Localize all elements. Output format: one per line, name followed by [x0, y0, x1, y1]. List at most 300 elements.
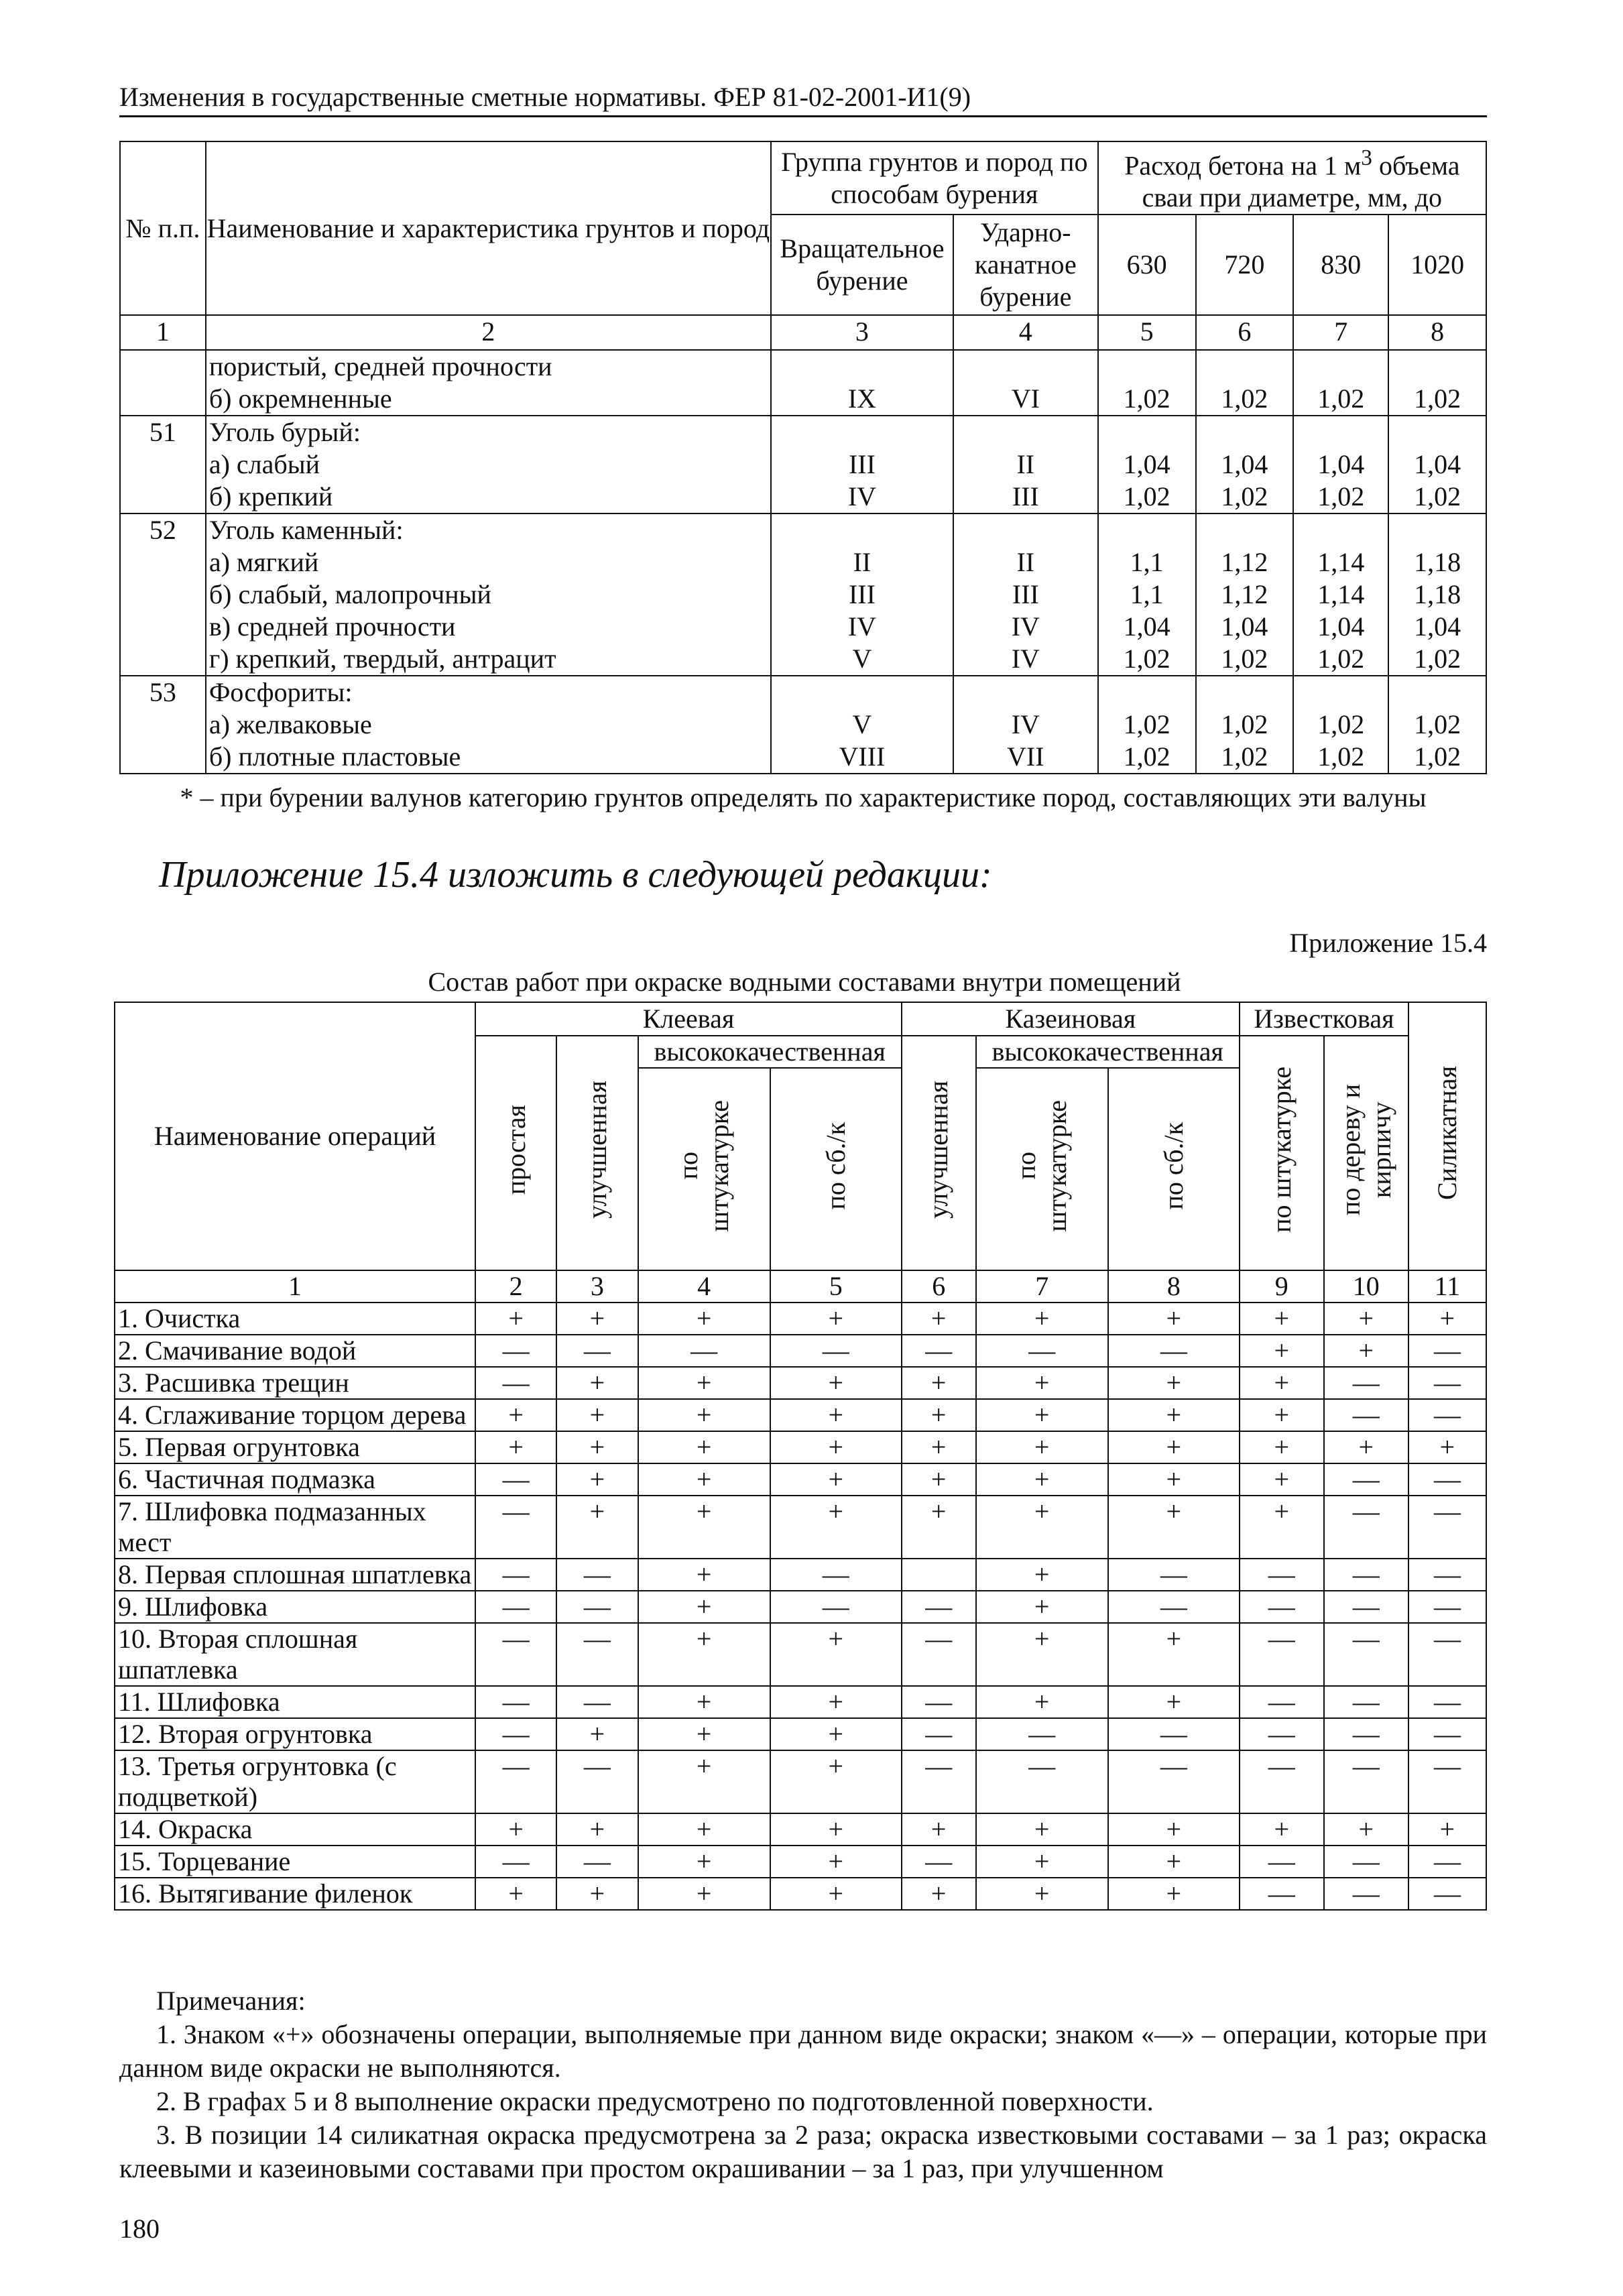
soil-name-line: Уголь каменный:	[208, 515, 404, 546]
operation-mark: +	[902, 1496, 976, 1559]
casein-plaster-line-2: штукатурке	[1042, 1099, 1073, 1232]
percussion-cell	[953, 676, 1098, 774]
operation-name: 12. Вторая огрунтовка	[115, 1718, 475, 1750]
lime-wood-label	[1335, 1084, 1397, 1215]
notes-title: Примечания:	[156, 1986, 306, 2016]
operation-mark: —	[1324, 1591, 1408, 1623]
operation-mark: +	[770, 1496, 902, 1559]
operation-mark: +	[770, 1399, 902, 1431]
operation-mark: +	[638, 1431, 770, 1463]
operation-mark: +	[1108, 1623, 1240, 1686]
column-number: 8	[1108, 1270, 1240, 1303]
operation-mark: +	[770, 1750, 902, 1813]
d630-value: 1,1	[1130, 579, 1164, 610]
d720-cell	[1196, 416, 1294, 513]
column-number: 10	[1324, 1270, 1408, 1303]
operation-mark: +	[976, 1623, 1108, 1686]
soil-name-line: а) желваковые	[208, 709, 372, 740]
soil-name-line: а) слабый	[208, 449, 320, 480]
operation-mark: +	[1108, 1813, 1240, 1846]
operation-mark: —	[475, 1559, 556, 1591]
operation-mark: —	[1408, 1686, 1486, 1718]
operation-mark: +	[770, 1367, 902, 1399]
column-number-row	[120, 315, 1486, 350]
rotary-cell	[771, 416, 953, 513]
col-header-silicate	[1408, 1002, 1486, 1270]
column-number: 7	[1293, 315, 1388, 350]
percussion-value: III	[1012, 481, 1039, 512]
d830-cell	[1293, 416, 1388, 513]
col-header-casein: Казеиновая	[902, 1002, 1240, 1036]
operation-mark: +	[1324, 1303, 1408, 1335]
d630-value	[1099, 514, 1195, 546]
col-header-operation: Наименование операций	[115, 1002, 475, 1270]
operation-mark	[902, 1559, 976, 1591]
lime-plaster-label: по штукатурке	[1266, 1067, 1297, 1233]
soil-group-row	[120, 416, 1486, 513]
operation-mark: —	[1108, 1750, 1240, 1813]
operation-mark: +	[556, 1303, 638, 1335]
annex-label: Приложение 15.4	[1289, 928, 1487, 958]
operation-mark: —	[556, 1750, 638, 1813]
operation-mark: —	[1324, 1878, 1408, 1910]
operation-mark: —	[475, 1335, 556, 1367]
col-header-lime-plaster	[1240, 1036, 1324, 1270]
operation-row	[115, 1686, 1486, 1718]
d630-value: 1,04	[1123, 611, 1170, 642]
operation-mark: —	[1324, 1559, 1408, 1591]
soil-name-line: б) окремненные	[208, 383, 392, 414]
percussion-value: IV	[1011, 611, 1040, 642]
operation-mark: +	[1240, 1303, 1324, 1335]
operation-mark: +	[1108, 1686, 1240, 1718]
silicate-label: Силикатная	[1431, 1065, 1462, 1201]
operation-mark: —	[556, 1559, 638, 1591]
operation-mark: —	[770, 1335, 902, 1367]
operation-mark: —	[1408, 1878, 1486, 1910]
operation-mark: +	[1240, 1431, 1324, 1463]
col-header-percussion: Ударно-канатное бурение	[953, 215, 1098, 315]
operation-mark: —	[1240, 1878, 1324, 1910]
col-header-group: Группа грунтов и пород по способам бурения	[771, 141, 1098, 215]
operation-mark: +	[902, 1878, 976, 1910]
d630-value: 1,02	[1123, 644, 1170, 674]
d1020-value: 1,04	[1414, 611, 1461, 642]
d830-value: 1,02	[1317, 644, 1365, 674]
operation-mark: +	[1240, 1335, 1324, 1367]
operation-mark: +	[1324, 1335, 1408, 1367]
operation-name: 16. Вытягивание филенок	[115, 1878, 475, 1910]
operation-mark: +	[770, 1813, 902, 1846]
d720-value	[1197, 514, 1293, 546]
d720-value	[1197, 676, 1293, 709]
operation-mark: +	[976, 1463, 1108, 1496]
operation-mark: +	[556, 1496, 638, 1559]
operation-mark: —	[1408, 1591, 1486, 1623]
column-number: 5	[770, 1270, 902, 1303]
percussion-value: VI	[1011, 383, 1040, 414]
operation-row	[115, 1367, 1486, 1399]
d830-cell	[1293, 513, 1388, 676]
casein-plaster-label	[1011, 1100, 1073, 1231]
operation-row	[115, 1559, 1486, 1591]
note-1: 1. Знаком «+» обозначены операции, выполняемые при данном виде окраски; знаком «—» – операции, которые при данном виде окраски не выполняются.	[119, 2019, 1487, 2083]
operation-mark: +	[770, 1303, 902, 1335]
operation-mark: +	[1240, 1367, 1324, 1399]
operation-mark: —	[638, 1335, 770, 1367]
operation-name: 10. Вторая сплошная шпатлевка	[115, 1623, 475, 1686]
soil-name-line: а) мягкий	[208, 547, 319, 578]
operation-mark: +	[902, 1463, 976, 1496]
operation-mark: —	[1324, 1718, 1408, 1750]
operation-name: 9. Шлифовка	[115, 1591, 475, 1623]
rotary-value: II	[853, 547, 871, 578]
column-number: 4	[638, 1270, 770, 1303]
operation-row	[115, 1399, 1486, 1431]
operation-mark: +	[770, 1718, 902, 1750]
operation-name: 4. Сглаживание торцом дерева	[115, 1399, 475, 1431]
operation-mark: +	[556, 1878, 638, 1910]
operation-mark: —	[1324, 1463, 1408, 1496]
operation-name: 7. Шлифовка подмазанных мест	[115, 1496, 475, 1559]
percussion-cell	[953, 513, 1098, 676]
operation-mark: —	[1108, 1591, 1240, 1623]
d720-value: 1,02	[1221, 741, 1268, 772]
operation-name: 15. Торцевание	[115, 1846, 475, 1878]
col-header-glue-plaster	[638, 1068, 770, 1270]
operation-mark: —	[1324, 1846, 1408, 1878]
operation-mark: —	[475, 1591, 556, 1623]
d1020-cell	[1388, 350, 1486, 416]
rotary-value: V	[852, 709, 872, 740]
col-header-casein-high-quality: высококачественная	[976, 1036, 1240, 1068]
operation-mark: —	[1240, 1686, 1324, 1718]
notes	[119, 1984, 1487, 2185]
operation-mark: +	[475, 1813, 556, 1846]
col-header-lime-wood	[1324, 1036, 1408, 1270]
col-header-glue: Клеевая	[475, 1002, 902, 1036]
column-number: 6	[1196, 315, 1294, 350]
operation-mark: —	[1240, 1846, 1324, 1878]
operation-mark: —	[556, 1623, 638, 1686]
operation-mark: —	[1324, 1367, 1408, 1399]
d720-value: 1,02	[1221, 481, 1268, 512]
soil-name-line: б) крепкий	[208, 481, 333, 512]
percussion-value	[954, 416, 1097, 448]
glue-plaster-label	[673, 1100, 735, 1231]
d830-value: 1,04	[1317, 611, 1365, 642]
operation-name: 5. Первая огрунтовка	[115, 1431, 475, 1463]
d630-cell	[1098, 676, 1196, 774]
operation-row	[115, 1623, 1486, 1686]
operation-mark: +	[1108, 1878, 1240, 1910]
d1020-value	[1389, 676, 1486, 709]
operation-row	[115, 1878, 1486, 1910]
d830-cell	[1293, 350, 1388, 416]
d1020-cell	[1388, 513, 1486, 676]
d830-value: 1,02	[1317, 709, 1365, 740]
soil-name-line: б) плотные пластовые	[208, 741, 461, 772]
d720-cell	[1196, 513, 1294, 676]
operation-mark: +	[1108, 1399, 1240, 1431]
d720-value	[1197, 416, 1293, 448]
operation-mark: —	[1240, 1750, 1324, 1813]
rotary-value: IV	[847, 481, 877, 512]
percussion-value: IV	[1011, 644, 1040, 674]
operation-mark: —	[976, 1335, 1108, 1367]
rotary-value	[772, 416, 953, 448]
operation-mark: —	[976, 1718, 1108, 1750]
percussion-value	[954, 514, 1097, 546]
operation-mark: +	[638, 1813, 770, 1846]
operation-row	[115, 1718, 1486, 1750]
operation-mark: —	[902, 1335, 976, 1367]
operation-mark: —	[1324, 1399, 1408, 1431]
note-2: 2. В графах 5 и 8 выполнение окраски предусмотрено по подготовленной поверхности.	[156, 2086, 1154, 2116]
operation-mark: —	[556, 1846, 638, 1878]
operation-mark: —	[1408, 1335, 1486, 1367]
d720-value: 1,02	[1221, 709, 1268, 740]
page-number: 180	[119, 2214, 160, 2244]
d830-value	[1294, 416, 1388, 448]
glue-improved-label: улучшенная	[581, 1081, 612, 1219]
operation-mark: +	[976, 1496, 1108, 1559]
d1020-value	[1389, 514, 1486, 546]
consumption-text-pre: Расход бетона на 1 м	[1124, 150, 1362, 181]
casein-dry-plaster-label: по сб./к	[1158, 1122, 1189, 1210]
operation-mark: +	[770, 1878, 902, 1910]
d720-value	[1197, 351, 1293, 383]
d720-value: 1,12	[1221, 547, 1268, 578]
operation-row	[115, 1846, 1486, 1878]
operation-mark: +	[638, 1496, 770, 1559]
operation-mark: +	[976, 1813, 1108, 1846]
d630-value: 1,02	[1123, 709, 1170, 740]
operation-mark: +	[902, 1431, 976, 1463]
column-number: 8	[1388, 315, 1486, 350]
d720-value: 1,12	[1221, 579, 1268, 610]
soil-name-cell	[206, 513, 771, 676]
operation-mark: —	[556, 1686, 638, 1718]
column-number: 3	[556, 1270, 638, 1303]
col-header-lime: Известковая	[1240, 1002, 1408, 1036]
col-header-casein-plaster	[976, 1068, 1108, 1270]
operation-mark: —	[1240, 1718, 1324, 1750]
operation-mark: +	[638, 1846, 770, 1878]
soil-name-line: Уголь бурый:	[208, 417, 361, 448]
column-number: 4	[953, 315, 1098, 350]
operation-name: 6. Частичная подмазка	[115, 1463, 475, 1496]
consumption-superscript: 3	[1361, 145, 1372, 170]
operation-mark: +	[556, 1718, 638, 1750]
operation-mark: +	[770, 1431, 902, 1463]
percussion-value: II	[1016, 547, 1035, 578]
page-header	[119, 80, 1487, 117]
operation-mark: —	[1240, 1623, 1324, 1686]
col-header-name: Наименование и характеристика грунтов и пород	[206, 141, 771, 315]
operation-mark: —	[1408, 1496, 1486, 1559]
operation-mark: —	[976, 1750, 1108, 1813]
operation-mark: +	[976, 1878, 1108, 1910]
d1020-value: 1,02	[1414, 481, 1461, 512]
operation-mark: +	[638, 1367, 770, 1399]
glue-simple-label: простая	[500, 1104, 531, 1195]
operation-mark: +	[976, 1431, 1108, 1463]
annex-heading: Приложение 15.4 изложить в следующей редакции:	[159, 854, 992, 896]
column-number: 1	[120, 315, 206, 350]
col-header-rotary: Вращательное бурение	[771, 215, 953, 315]
operation-mark: —	[556, 1335, 638, 1367]
operation-mark: +	[1108, 1846, 1240, 1878]
operation-mark: +	[1108, 1431, 1240, 1463]
soil-name-line: Фосфориты:	[208, 677, 353, 708]
percussion-cell	[953, 416, 1098, 513]
operation-mark: +	[1324, 1431, 1408, 1463]
row-number	[120, 350, 206, 416]
rotary-value: VIII	[839, 741, 886, 772]
operation-mark: +	[1108, 1496, 1240, 1559]
operation-mark: +	[1240, 1496, 1324, 1559]
operation-mark: +	[556, 1813, 638, 1846]
d1020-value: 1,02	[1414, 383, 1461, 414]
operation-name: 14. Окраска	[115, 1813, 475, 1846]
percussion-value: VII	[1007, 741, 1044, 772]
operation-mark: +	[638, 1591, 770, 1623]
rotary-cell	[771, 513, 953, 676]
d1020-value: 1,02	[1414, 709, 1461, 740]
operation-mark: +	[976, 1399, 1108, 1431]
glue-dry-plaster-label: по сб./к	[820, 1122, 851, 1210]
operation-mark: +	[770, 1846, 902, 1878]
rotary-value: IV	[847, 611, 877, 642]
d1020-cell	[1388, 676, 1486, 774]
operation-mark: —	[1408, 1718, 1486, 1750]
operation-mark: —	[1108, 1335, 1240, 1367]
d1020-value: 1,02	[1414, 644, 1461, 674]
operation-mark: +	[902, 1303, 976, 1335]
operation-mark: —	[1324, 1686, 1408, 1718]
percussion-value	[954, 351, 1097, 383]
operation-mark: +	[638, 1750, 770, 1813]
d830-value: 1,14	[1317, 579, 1365, 610]
column-number: 5	[1098, 315, 1196, 350]
operation-name: 13. Третья огрунтовка (с подцветкой)	[115, 1750, 475, 1813]
operation-mark: +	[1408, 1431, 1486, 1463]
rotary-value	[772, 351, 953, 383]
d630-value: 1,02	[1123, 383, 1170, 414]
painting-operations-table	[114, 1002, 1487, 1911]
operation-row	[115, 1750, 1486, 1813]
operation-mark: +	[638, 1559, 770, 1591]
operation-mark: —	[1324, 1623, 1408, 1686]
operation-mark: +	[902, 1367, 976, 1399]
d830-value	[1294, 676, 1388, 709]
col-header-d1020: 1020	[1388, 215, 1486, 315]
d720-cell	[1196, 676, 1294, 774]
d720-value: 1,02	[1221, 644, 1268, 674]
operation-mark: +	[1324, 1813, 1408, 1846]
operation-mark: —	[475, 1623, 556, 1686]
soil-name-cell	[206, 350, 771, 416]
soil-group-row	[120, 350, 1486, 416]
operation-mark: +	[638, 1878, 770, 1910]
operation-mark: +	[1108, 1303, 1240, 1335]
d1020-cell	[1388, 416, 1486, 513]
d1020-value: 1,04	[1414, 449, 1461, 480]
d630-cell	[1098, 513, 1196, 676]
soil-name-line: пористый, средней прочности	[208, 351, 552, 382]
operation-mark: +	[638, 1463, 770, 1496]
column-number: 2	[206, 315, 771, 350]
operation-mark: —	[1324, 1496, 1408, 1559]
d830-value: 1,04	[1317, 449, 1365, 480]
operation-mark: +	[1108, 1463, 1240, 1496]
operation-row	[115, 1431, 1486, 1463]
operation-mark: —	[902, 1686, 976, 1718]
d1020-value: 1,18	[1414, 579, 1461, 610]
column-number: 3	[771, 315, 953, 350]
operation-mark: +	[902, 1813, 976, 1846]
operation-mark: —	[475, 1750, 556, 1813]
d830-value: 1,14	[1317, 547, 1365, 578]
operation-mark: +	[976, 1559, 1108, 1591]
operation-mark: —	[475, 1718, 556, 1750]
operation-mark: —	[902, 1718, 976, 1750]
soil-name-line: в) средней прочности	[208, 611, 456, 642]
operation-mark: +	[556, 1399, 638, 1431]
d720-value: 1,02	[1221, 383, 1268, 414]
d1020-value	[1389, 351, 1486, 383]
operation-mark: +	[556, 1431, 638, 1463]
d1020-value: 1,02	[1414, 741, 1461, 772]
operation-name: 11. Шлифовка	[115, 1686, 475, 1718]
operation-mark: +	[556, 1367, 638, 1399]
soil-name-cell	[206, 676, 771, 774]
operation-mark: —	[1240, 1591, 1324, 1623]
rotary-cell	[771, 676, 953, 774]
operation-mark: +	[902, 1399, 976, 1431]
d630-value	[1099, 676, 1195, 709]
operation-mark: —	[475, 1686, 556, 1718]
casein-plaster-line-1: по	[1011, 1152, 1042, 1180]
operation-name: 2. Смачивание водой	[115, 1335, 475, 1367]
soil-name-cell	[206, 416, 771, 513]
d830-value	[1294, 514, 1388, 546]
operation-mark: —	[1324, 1750, 1408, 1813]
operation-mark: +	[976, 1686, 1108, 1718]
column-number: 6	[902, 1270, 976, 1303]
col-header-glue-dry-plaster	[770, 1068, 902, 1270]
d830-cell	[1293, 676, 1388, 774]
operation-mark: —	[770, 1591, 902, 1623]
operation-mark: +	[1240, 1813, 1324, 1846]
operation-mark: —	[902, 1846, 976, 1878]
operation-mark: +	[976, 1846, 1108, 1878]
column-number: 7	[976, 1270, 1108, 1303]
column-number-row	[115, 1270, 1486, 1303]
d630-cell	[1098, 350, 1196, 416]
operation-mark: —	[475, 1846, 556, 1878]
operation-mark: —	[475, 1367, 556, 1399]
rotary-value	[772, 514, 953, 546]
percussion-value: III	[1012, 579, 1039, 610]
col-header-d720: 720	[1196, 215, 1294, 315]
operation-mark: +	[556, 1463, 638, 1496]
lime-wood-line-2: кирпичу	[1366, 1101, 1396, 1198]
operation-mark: —	[475, 1496, 556, 1559]
glue-plaster-line-1: по	[673, 1152, 704, 1180]
operation-mark: +	[475, 1431, 556, 1463]
